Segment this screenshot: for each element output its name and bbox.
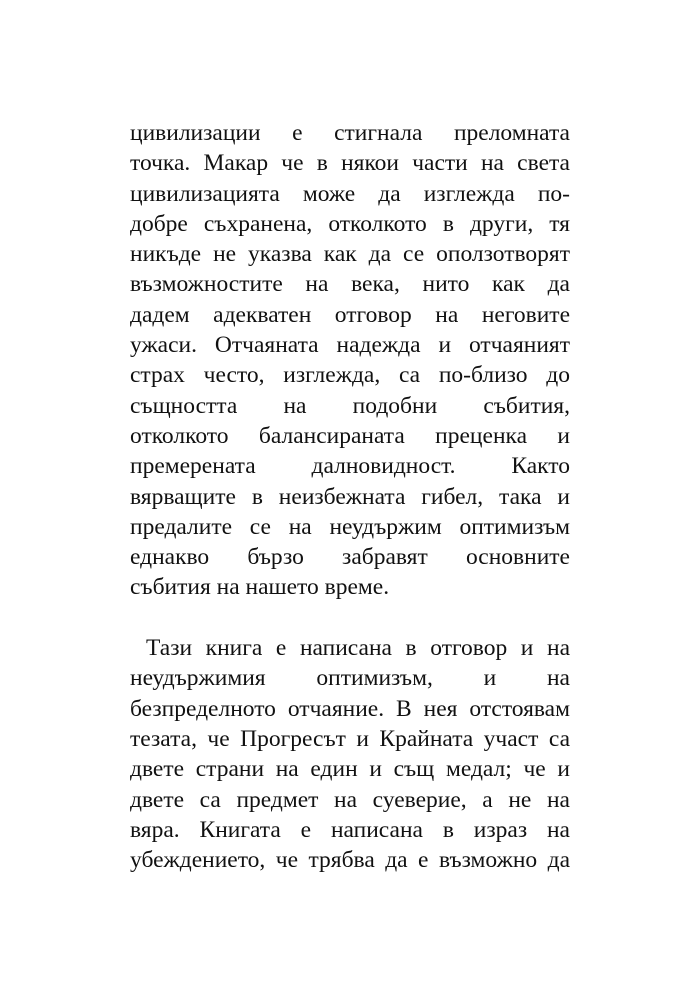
text-line: страх често, изглежда, са по-близо до [130, 362, 570, 389]
text-line: ужаси. Отчаяната надежда и отчаяният [130, 332, 570, 359]
text-line: никъде не указва как да се оползотворят [130, 241, 570, 268]
text-line: Тази книга е написана в отговор и на [146, 635, 570, 662]
text-line: двете са предмет на суеверие, а не на [130, 786, 570, 813]
paragraph-gap [130, 603, 570, 633]
text-line: дадем адекватен отговор на неговите [130, 301, 570, 328]
text-line: добре съхранена, отколкото в други, тя [130, 210, 570, 237]
text-line: вяра. Книгата е написана в израз на [130, 816, 570, 843]
text-line: същността на подобни събития, [130, 392, 570, 419]
text-line: събития на нашето време. [130, 574, 390, 601]
text-line: цивилизацията може да изглежда по- [130, 180, 570, 207]
text-line: тезата, че Прогресът и Крайната участ са [130, 725, 570, 752]
text-line: предалите се на неудържим оптимизъм [130, 513, 570, 540]
text-line: двете страни на един и същ медал; че и [130, 756, 570, 783]
body-text [130, 118, 570, 875]
text-line: отколкото балансираната преценка и [130, 422, 570, 449]
text-line: цивилизации е стигнала преломната [130, 120, 570, 146]
text-line: безпределното отчаяние. В нея отстоявам [130, 695, 570, 722]
text-line: вярващите в неизбежната гибел, така и [130, 483, 570, 510]
text-line: убеждението, че трябва да е възможно да [130, 847, 570, 874]
text-line: възможностите на века, нито как да [130, 271, 570, 298]
paragraph-1 [130, 118, 570, 603]
text-line: точка. Макар че в някои части на света [130, 150, 570, 177]
paragraph-2 [130, 633, 570, 875]
text-line: премерената далновидност. Както [130, 453, 570, 480]
text-line: неудържимия оптимизъм, и на [130, 665, 570, 692]
text-line: еднакво бързо забравят основните [130, 544, 570, 571]
